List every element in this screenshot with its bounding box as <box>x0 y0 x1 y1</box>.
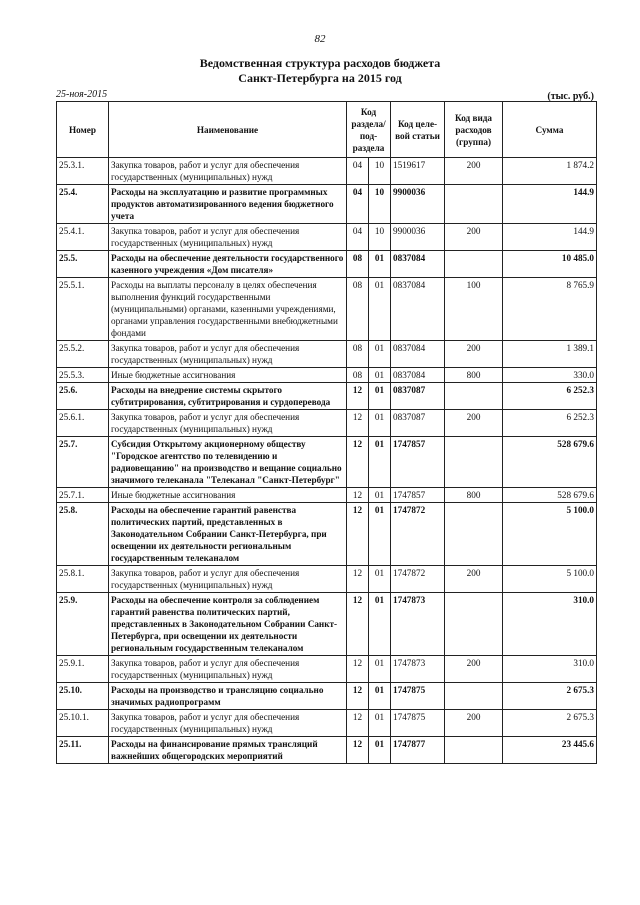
row-amount: 6 252.3 <box>503 383 597 410</box>
row-subsection: 01 <box>369 593 391 656</box>
row-name: Расходы на выплаты персоналу в целях обеспечения выполнения функций государственными (муниципальными) органами, казенными учреждениями, органами управления государственными внебюджетными фондами <box>109 278 347 341</box>
row-kind: 200 <box>445 566 503 593</box>
row-name: Расходы на финансирование прямых трансляций важнейших общегородских мероприятий <box>109 737 347 764</box>
row-article: 0837084 <box>391 251 445 278</box>
row-number: 25.6. <box>57 383 109 410</box>
header-article: Код целе- вой статьи <box>391 102 445 158</box>
row-article: 0837084 <box>391 341 445 368</box>
table-row <box>57 437 597 488</box>
row-article: 0837087 <box>391 410 445 437</box>
table-row <box>57 710 597 737</box>
row-amount: 144.9 <box>503 224 597 251</box>
row-kind <box>445 503 503 566</box>
table-row <box>57 158 597 185</box>
row-amount: 310.0 <box>503 656 597 683</box>
budget-table <box>56 101 597 764</box>
row-article: 9900036 <box>391 185 445 224</box>
row-number: 25.10.1. <box>57 710 109 737</box>
header-name: Наименование <box>109 102 347 158</box>
row-amount: 528 679.6 <box>503 488 597 503</box>
row-article: 0837084 <box>391 368 445 383</box>
row-name: Закупка товаров, работ и услуг для обеспечения государственных (муниципальных) нужд <box>109 224 347 251</box>
row-section: 08 <box>347 251 369 278</box>
row-kind <box>445 437 503 488</box>
row-amount: 528 679.6 <box>503 437 597 488</box>
row-subsection: 01 <box>369 710 391 737</box>
row-amount: 5 100.0 <box>503 566 597 593</box>
row-number: 25.4.1. <box>57 224 109 251</box>
row-name: Расходы на обеспечение контроля за соблюдением гарантий равенства политических партий, представленных в Законодательном Собрании Санкт-Петербурга, при освещении их деятельности региональным государственным телеканалом <box>109 593 347 656</box>
row-subsection: 01 <box>369 383 391 410</box>
row-amount: 1 874.2 <box>503 158 597 185</box>
table-row <box>57 383 597 410</box>
row-number: 25.4. <box>57 185 109 224</box>
row-name: Расходы на внедрение системы скрытого субтитрирования, субтитрирования и сурдоперевода <box>109 383 347 410</box>
table-row <box>57 224 597 251</box>
row-amount: 23 445.6 <box>503 737 597 764</box>
row-amount: 144.9 <box>503 185 597 224</box>
row-section: 12 <box>347 488 369 503</box>
row-amount: 8 765.9 <box>503 278 597 341</box>
row-section: 12 <box>347 656 369 683</box>
row-article: 1519617 <box>391 158 445 185</box>
row-number: 25.7.1. <box>57 488 109 503</box>
row-name: Закупка товаров, работ и услуг для обеспечения государственных (муниципальных) нужд <box>109 341 347 368</box>
header-kind: Код вида расходов (группа) <box>445 102 503 158</box>
row-kind: 100 <box>445 278 503 341</box>
row-subsection: 01 <box>369 410 391 437</box>
row-section: 08 <box>347 368 369 383</box>
units-label: (тыс. руб.) <box>547 91 594 102</box>
row-number: 25.7. <box>57 437 109 488</box>
row-number: 25.8. <box>57 503 109 566</box>
row-number: 25.5.3. <box>57 368 109 383</box>
table-row <box>57 566 597 593</box>
row-section: 12 <box>347 437 369 488</box>
row-kind: 800 <box>445 368 503 383</box>
table-row <box>57 410 597 437</box>
row-number: 25.5.2. <box>57 341 109 368</box>
row-article: 9900036 <box>391 224 445 251</box>
row-number: 25.9.1. <box>57 656 109 683</box>
row-section: 04 <box>347 158 369 185</box>
row-section: 12 <box>347 593 369 656</box>
row-kind <box>445 185 503 224</box>
row-name: Закупка товаров, работ и услуг для обеспечения государственных (муниципальных) нужд <box>109 158 347 185</box>
row-section: 12 <box>347 383 369 410</box>
row-kind: 200 <box>445 656 503 683</box>
row-amount: 330.0 <box>503 368 597 383</box>
row-subsection: 01 <box>369 278 391 341</box>
row-name: Расходы на обеспечение гарантий равенства политических партий, представленных в Законодательном Собрании Санкт-Петербурга, при освещении их деятельности региональным государственным телеканалом <box>109 503 347 566</box>
row-name: Расходы на производство и трансляцию социально значимых радиопрограмм <box>109 683 347 710</box>
row-subsection: 01 <box>369 251 391 278</box>
row-amount: 1 389.1 <box>503 341 597 368</box>
table-row <box>57 503 597 566</box>
document-title <box>0 56 640 86</box>
row-amount: 6 252.3 <box>503 410 597 437</box>
title-line-1: Ведомственная структура расходов бюджета <box>199 56 441 70</box>
page-number: 82 <box>314 33 326 45</box>
row-article: 0837084 <box>391 278 445 341</box>
row-kind: 200 <box>445 158 503 185</box>
row-name: Расходы на эксплуатацию и развитие программных продуктов автоматизированного ведения бюджетного учета <box>109 185 347 224</box>
row-name: Закупка товаров, работ и услуг для обеспечения государственных (муниципальных) нужд <box>109 656 347 683</box>
row-kind <box>445 383 503 410</box>
row-article: 1747857 <box>391 488 445 503</box>
row-article: 1747872 <box>391 503 445 566</box>
row-subsection: 01 <box>369 503 391 566</box>
table-body <box>57 158 597 764</box>
row-section: 12 <box>347 710 369 737</box>
report-date: 25-ноя-2015 <box>56 89 108 100</box>
row-section: 12 <box>347 737 369 764</box>
table-row <box>57 368 597 383</box>
row-kind: 200 <box>445 224 503 251</box>
row-kind <box>445 683 503 710</box>
row-name: Субсидия Открытому акционерному обществу "Городское агентство по телевидению и радиовещанию" на производство и вещание социально значимого телеканала "Телеканал "Санкт-Петербург" <box>109 437 347 488</box>
row-number: 25.9. <box>57 593 109 656</box>
row-article: 1747873 <box>391 656 445 683</box>
row-amount: 2 675.3 <box>503 683 597 710</box>
title-line-2: Санкт-Петербурга на 2015 год <box>238 71 402 85</box>
row-number: 25.6.1. <box>57 410 109 437</box>
row-number: 25.11. <box>57 737 109 764</box>
row-name: Иные бюджетные ассигнования <box>109 488 347 503</box>
row-name: Закупка товаров, работ и услуг для обеспечения государственных (муниципальных) нужд <box>109 566 347 593</box>
table-row <box>57 737 597 764</box>
row-section: 12 <box>347 683 369 710</box>
row-subsection: 01 <box>369 488 391 503</box>
row-subsection: 10 <box>369 224 391 251</box>
table-row <box>57 278 597 341</box>
table-row <box>57 341 597 368</box>
row-article: 1747873 <box>391 593 445 656</box>
table-row <box>57 251 597 278</box>
header-amount: Сумма <box>503 102 597 158</box>
header-number: Номер <box>57 102 109 158</box>
table-row <box>57 488 597 503</box>
row-section: 12 <box>347 566 369 593</box>
row-subsection: 01 <box>369 683 391 710</box>
row-section: 12 <box>347 503 369 566</box>
row-section: 04 <box>347 224 369 251</box>
row-kind <box>445 251 503 278</box>
row-kind <box>445 593 503 656</box>
row-kind <box>445 737 503 764</box>
row-number: 25.5.1. <box>57 278 109 341</box>
row-subsection: 10 <box>369 185 391 224</box>
row-subsection: 01 <box>369 737 391 764</box>
row-article: 1747877 <box>391 737 445 764</box>
row-number: 25.10. <box>57 683 109 710</box>
row-number: 25.3.1. <box>57 158 109 185</box>
row-subsection: 01 <box>369 656 391 683</box>
row-article: 0837087 <box>391 383 445 410</box>
row-name: Закупка товаров, работ и услуг для обеспечения государственных (муниципальных) нужд <box>109 410 347 437</box>
row-kind: 200 <box>445 410 503 437</box>
row-article: 1747875 <box>391 683 445 710</box>
table-row <box>57 656 597 683</box>
row-article: 1747875 <box>391 710 445 737</box>
row-amount: 2 675.3 <box>503 710 597 737</box>
row-subsection: 01 <box>369 368 391 383</box>
row-amount: 310.0 <box>503 593 597 656</box>
row-section: 04 <box>347 185 369 224</box>
row-subsection: 01 <box>369 341 391 368</box>
table-header-row <box>57 102 597 158</box>
row-kind: 200 <box>445 710 503 737</box>
row-kind: 800 <box>445 488 503 503</box>
row-number: 25.8.1. <box>57 566 109 593</box>
row-amount: 10 485.0 <box>503 251 597 278</box>
row-subsection: 01 <box>369 566 391 593</box>
row-article: 1747872 <box>391 566 445 593</box>
row-name: Иные бюджетные ассигнования <box>109 368 347 383</box>
row-number: 25.5. <box>57 251 109 278</box>
row-section: 08 <box>347 278 369 341</box>
row-kind: 200 <box>445 341 503 368</box>
table-row <box>57 185 597 224</box>
row-name: Закупка товаров, работ и услуг для обеспечения государственных (муниципальных) нужд <box>109 710 347 737</box>
table-row <box>57 593 597 656</box>
header-section: Код раздела/ под- раздела <box>347 102 391 158</box>
row-subsection: 10 <box>369 158 391 185</box>
row-amount: 5 100.0 <box>503 503 597 566</box>
table-row <box>57 683 597 710</box>
row-section: 12 <box>347 410 369 437</box>
row-subsection: 01 <box>369 437 391 488</box>
row-section: 08 <box>347 341 369 368</box>
row-name: Расходы на обеспечение деятельности государственного казенного учреждения «Дом писателя» <box>109 251 347 278</box>
row-article: 1747857 <box>391 437 445 488</box>
